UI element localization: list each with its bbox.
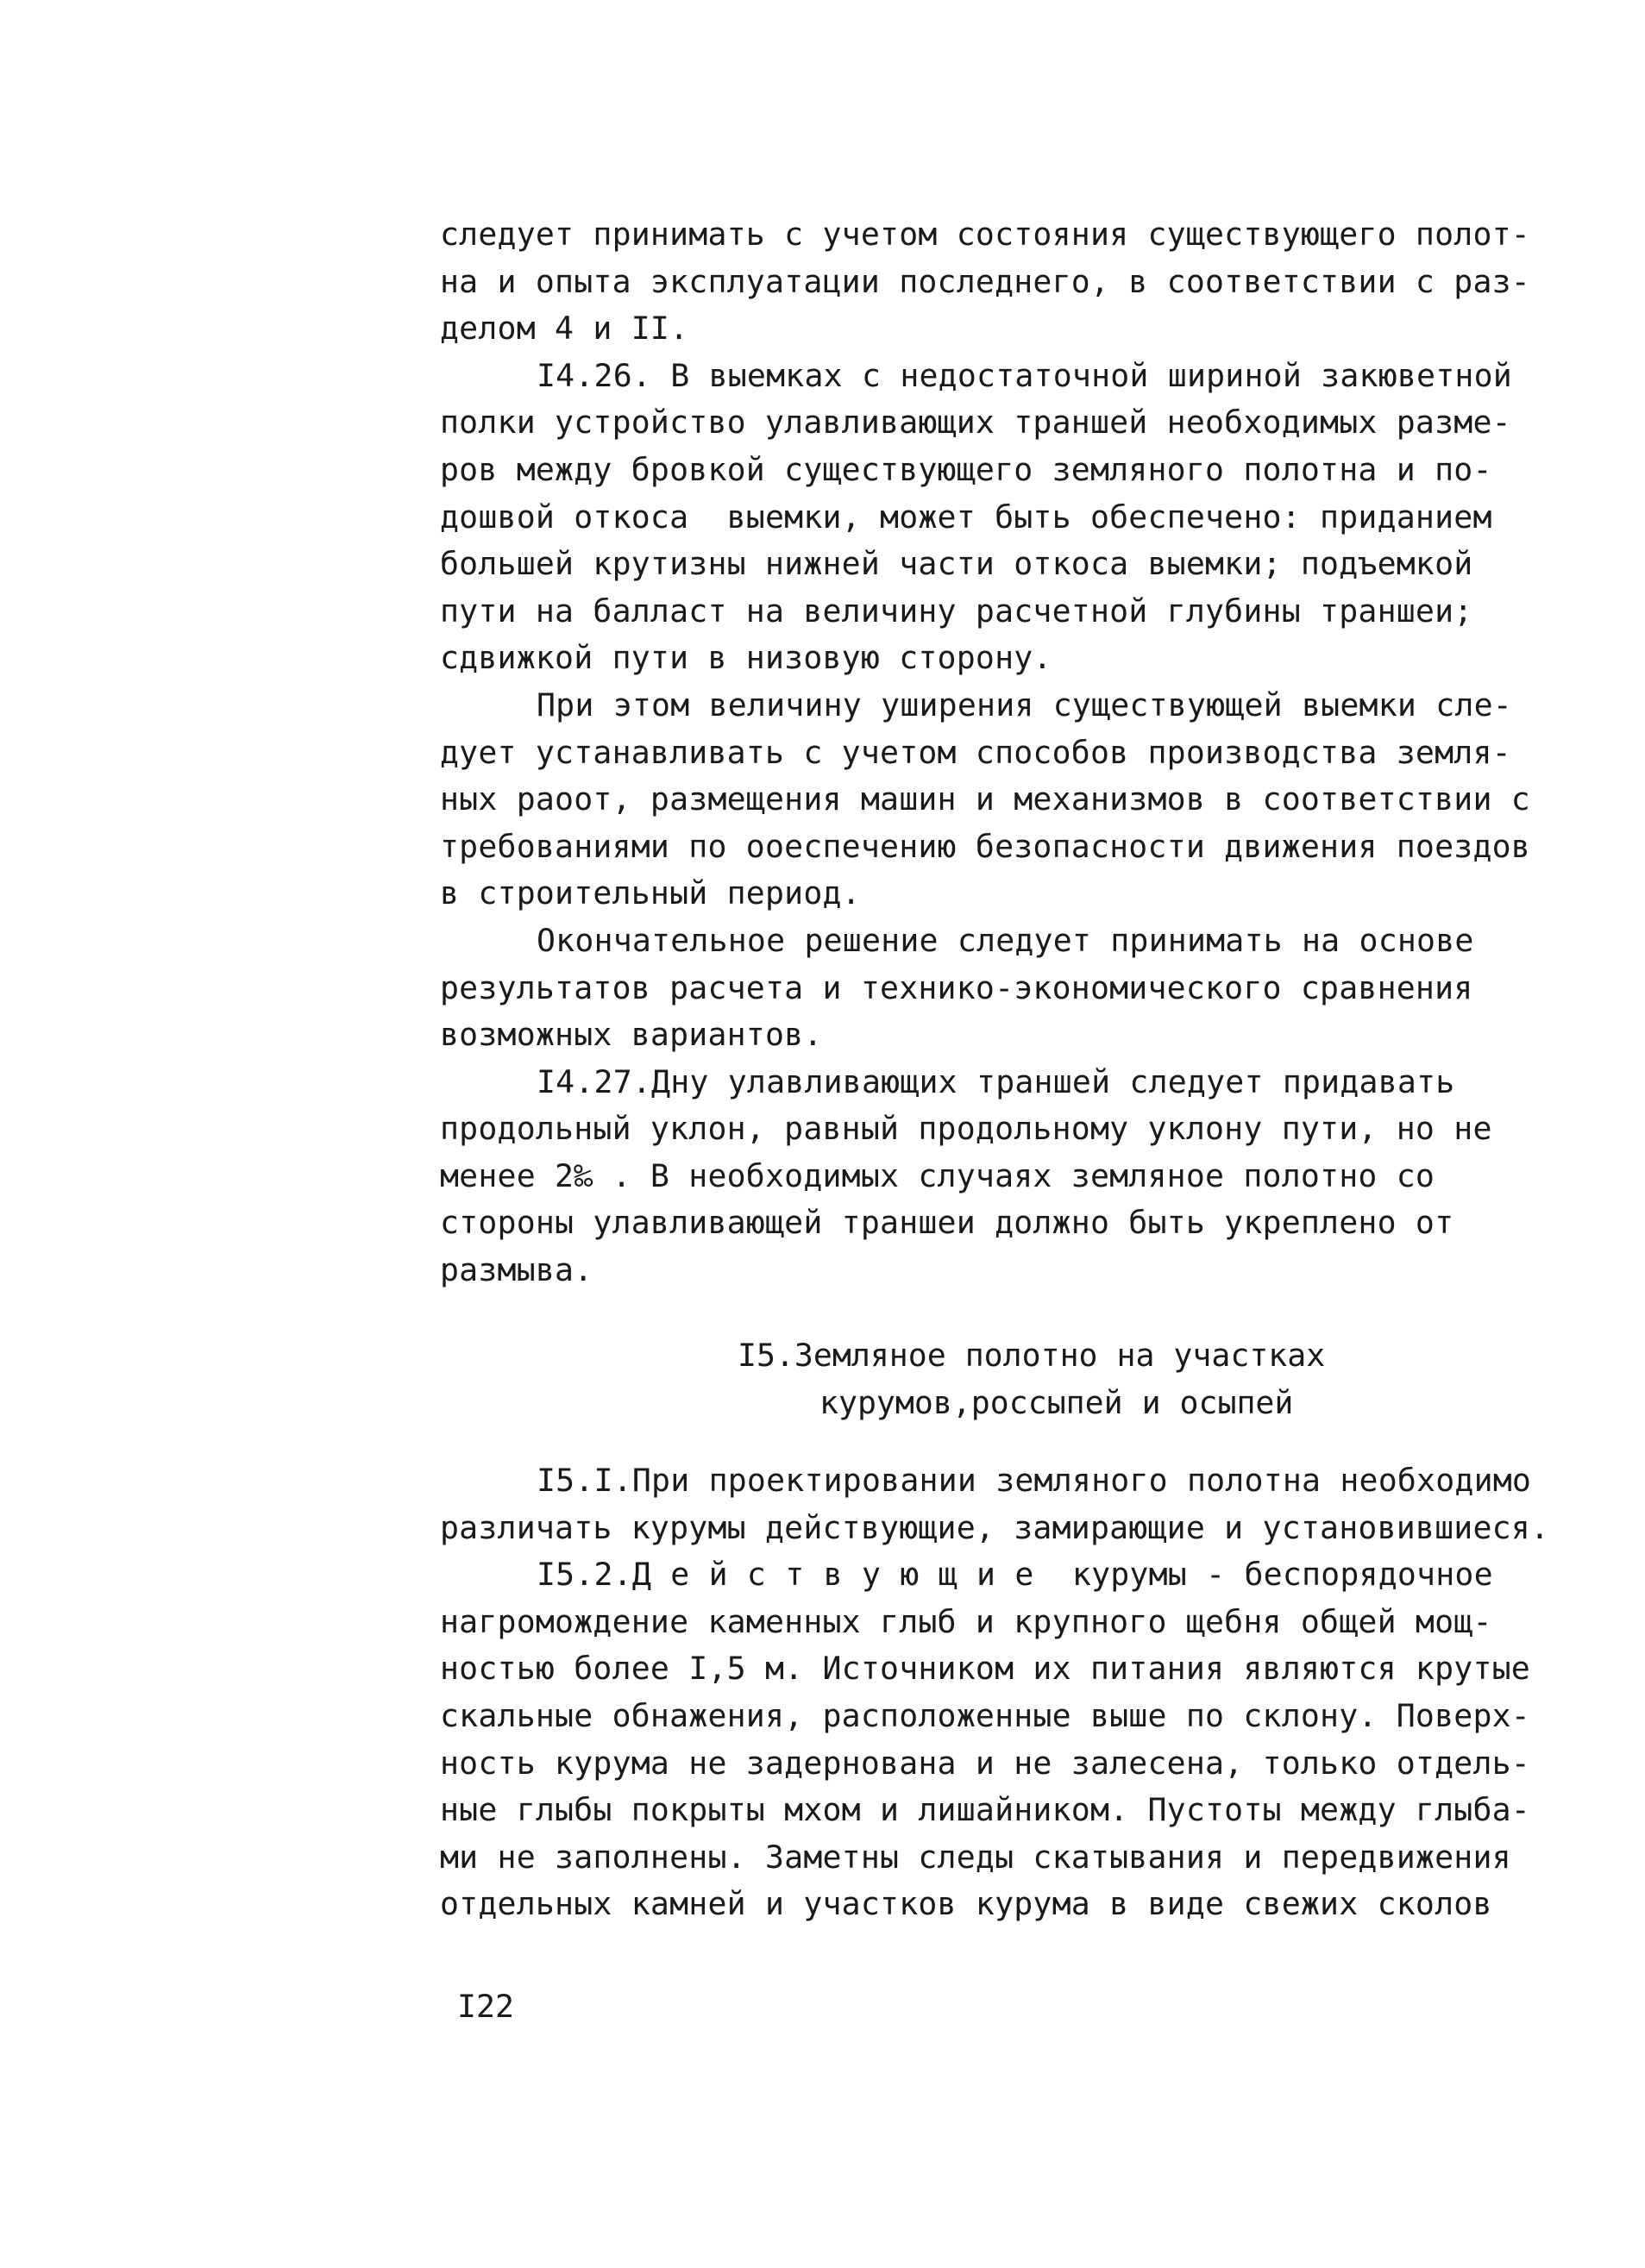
text-line: менее 2‰ . В необходимых случаях земляное полотно со [440, 1156, 1435, 1194]
paragraph-15-2-start: I5.2.Д е й с т в у ю щ и е курумы - беспорядочное [537, 1556, 1493, 1594]
text-line: дошвой откоса выемки, может быть обеспечено: приданием [440, 498, 1492, 536]
paragraph-14-26-start: I4.26. В выемках с недостаточной шириной закюветной [537, 356, 1512, 394]
text-line: ми не заполнены. Заметны следы скатывания и передвижения [440, 1838, 1511, 1876]
text-line: продольный уклон, равный продольному уклону пути, но не [440, 1110, 1492, 1148]
section-heading [440, 1332, 1561, 1426]
text-line: большей крутизны нижней части откоса выемки; подъемкой [440, 545, 1473, 583]
text-line: сдвижкой пути в низовую сторону. [440, 639, 1052, 677]
text-line: скальные обнажения, расположенные выше по склону. Поверх- [440, 1696, 1530, 1734]
body-text-top [440, 211, 1561, 1294]
section-heading-line: курумов,россыпей и осыпей [819, 1383, 1294, 1421]
text-line: на и опыта эксплуатации последнего, в соответствии с раз- [440, 262, 1530, 300]
body-text-bottom [440, 1457, 1561, 1928]
paragraph-final-start: Окончательное решение следует принимать на основе [537, 921, 1474, 959]
text-line: ностью более I,5 м. Источником их питания являются крутые [440, 1650, 1530, 1688]
text-line: следует принимать с учетом состояния существующего полот- [440, 216, 1530, 253]
text-line: ность курума не задернована и не залесена, только отдель- [440, 1744, 1530, 1782]
text-line: отдельных камней и участков курума в виде свежих сколов [440, 1885, 1492, 1923]
text-line: делом 4 и II. [440, 310, 689, 348]
section-heading-line: I5.Земляное полотно на участках [738, 1337, 1326, 1374]
text-line: стороны улавливающей траншеи должно быть укреплено от [440, 1204, 1454, 1242]
paragraph-15-1-start: I5.I.При проектировании земляного полотна необходимо [537, 1462, 1532, 1499]
text-line: ных раоот, размещения машин и механизмов в соответствии с [440, 780, 1530, 818]
paragraph-widening-start: При этом величину уширения существующей выемки сле- [537, 686, 1512, 724]
text-line: ров между бровкой существующего земляного полотна и по- [440, 450, 1492, 488]
page-number: I22 [457, 1988, 514, 2025]
text-line: размыва. [440, 1251, 593, 1289]
text-line: возможных вариантов. [440, 1016, 823, 1054]
text-line: ные глыбы покрыты мхом и лишайником. Пустоты между глыба- [440, 1791, 1530, 1829]
text-line: требованиями по ооеспечению безопасности движения поездов [440, 827, 1530, 865]
text-line: полки устройство улавливающих траншей необходимых разме- [440, 404, 1511, 442]
text-line: нагромождение каменных глыб и крупного щебня общей мощ- [440, 1602, 1492, 1640]
text-line: дует устанавливать с учетом способов производства земля- [440, 733, 1511, 771]
text-line: в строительный период. [440, 874, 861, 912]
text-line: различать курумы действующие, замирающие и установившиеся. [440, 1508, 1550, 1546]
text-line: пути на балласт на величину расчетной глубины траншеи; [440, 592, 1473, 630]
text-line: результатов расчета и технико-экономического сравнения [440, 968, 1473, 1006]
paragraph-14-27-start: I4.27.Дну улавливающих траншей следует придавать [537, 1062, 1455, 1100]
